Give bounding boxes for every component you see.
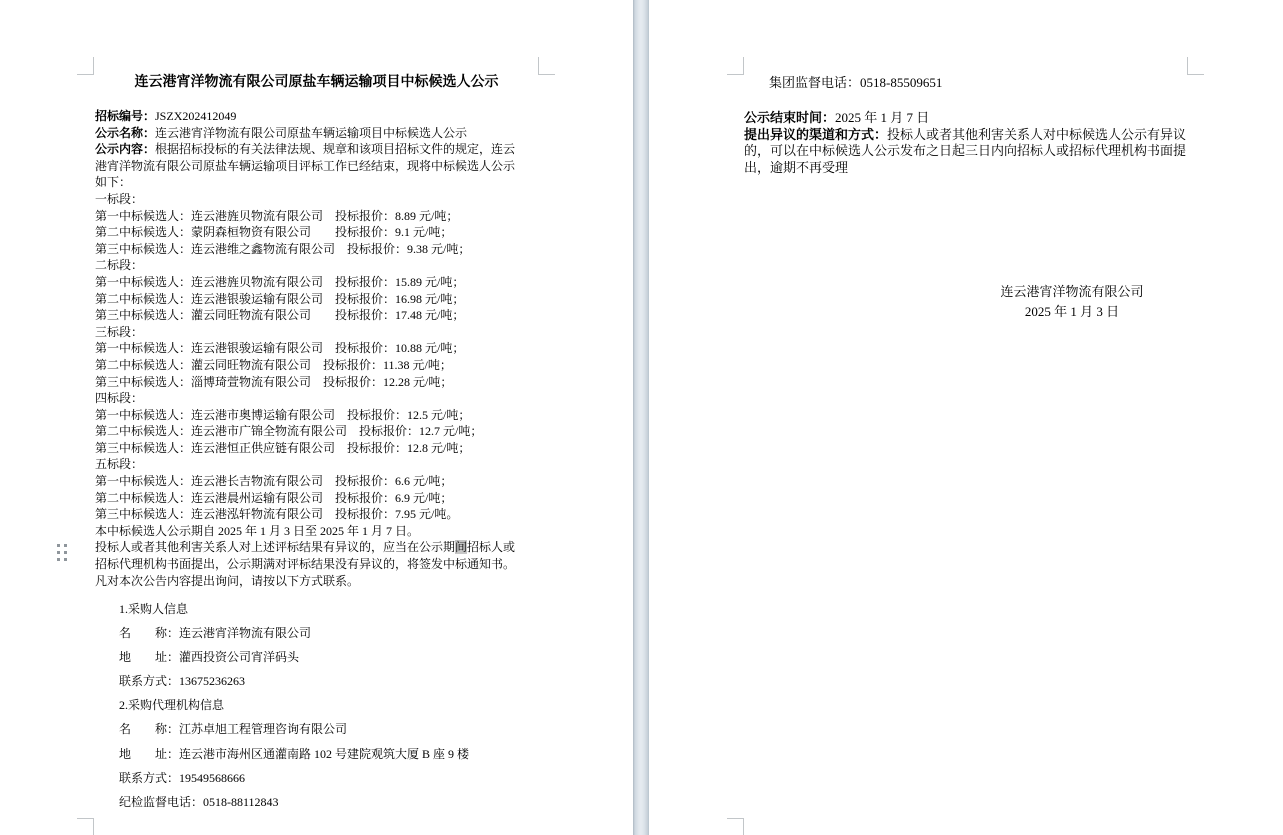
body-line[interactable] [95,324,541,341]
line-text: 第三中标候选人：灌云同旺物流有限公司 投标报价：17.48 元/吨； [95,308,465,323]
line-text: JSZX202412049 [155,109,237,123]
handle-dot [64,551,67,554]
body-line[interactable] [95,141,541,158]
body-line[interactable] [95,506,541,523]
line-text: 投标人或者其他利害关系人对中标候选人公示有异议 [887,126,1187,142]
handle-dot [64,544,67,547]
margin-mark-top-left-icon [727,57,744,75]
line-text: 第三中标候选人：连云港泓轩物流有限公司 投标报价：7.95 元/吨。 [95,507,459,522]
body-line[interactable] [744,160,1190,177]
line-text: 第一中标候选人：连云港市奥博运输有限公司 投标报价：12.5 元/吨； [95,407,471,422]
body-line[interactable] [95,456,541,473]
line-text: 第一中标候选人：连云港长吉物流有限公司 投标报价：6.6 元/吨； [95,474,453,489]
body-line[interactable] [95,291,541,308]
line-text: 根据招标投标的有关法律法规、规章和该项目招标文件的规定，连云 [155,142,516,157]
line-text: 第二中标候选人：灌云同旺物流有限公司 投标报价：11.38 元/吨； [95,357,452,372]
line-bold-label: 公示结束时间： [744,110,836,125]
body-line[interactable] [95,490,541,507]
line-text: 投标人或者其他利害关系人对上述评标结果有异议的，应当在公示期 [95,540,456,555]
signature-company[interactable]: 连云港宵洋物流有限公司 [1000,284,1144,299]
contact-line[interactable]: 名 称：江苏卓旭工程管理咨询有限公司 [119,722,348,737]
body-line[interactable] [95,191,541,208]
line-text: 第二中标候选人：蒙阴森桓物资有限公司 投标报价：9.1 元/吨； [95,225,453,240]
margin-mark-top-right-icon [1187,57,1204,75]
line-bold-label: 公示内容： [95,142,156,157]
body-line[interactable] [744,143,1190,160]
contact-line[interactable]: 1.采购人信息 [119,602,189,616]
line-text: 连云港宵洋物流有限公司原盐车辆运输项目中标候选人公示 [155,125,468,140]
body-line[interactable] [95,573,541,590]
line-text: 第三中标候选人：连云港恒正供应链有限公司 投标报价：12.8 元/吨； [95,440,471,455]
line-text: 第三中标候选人：连云港维之鑫物流有限公司 投标报价：9.38 元/吨； [95,241,471,256]
body-line[interactable] [744,127,1190,144]
objection-block [744,110,1190,176]
margin-mark-bottom-left-icon [77,818,94,835]
line-text: 五标段： [95,457,144,472]
body-line[interactable] [95,224,541,241]
line-text: 凡对本次公告内容提出询问，请按以下方式联系。 [95,573,360,588]
body-line[interactable] [95,307,541,324]
highlighted-char[interactable]: 间 [455,540,468,555]
line-text: 第二中标候选人：连云港晨州运输有限公司 投标报价：6.9 元/吨； [95,490,453,505]
body-line[interactable] [95,208,541,225]
line-text: 第一中标候选人：连云港银骏运输有限公司 投标报价：10.88 元/吨； [95,341,465,356]
line-text: 的，可以在中标候选人公示发布之日起三日内向招标人或招标代理机构书面提 [744,143,1187,159]
group-supervision-phone-line[interactable]: 集团监督电话：0518-85509651 [769,75,943,90]
body-line[interactable] [95,539,541,556]
body-line[interactable] [95,257,541,274]
line-bold-label: 招标编号： [95,109,156,123]
contact-line[interactable]: 2.采购代理机构信息 [119,698,225,713]
line-text: 本中标候选人公示期自 2025 年 1 月 3 日至 2025 年 1 月 7 日。 [95,523,420,538]
handle-dot [57,558,60,561]
document-title[interactable]: 连云港宵洋物流有限公司原盐车辆运输项目中标候选人公示 [134,75,499,90]
line-text: 第三中标候选人：淄博琦萱物流有限公司 投标报价：12.28 元/吨； [95,374,453,389]
signature-block [926,282,1218,321]
line-text: 第一中标候选人：连云港旌贝物流有限公司 投标报价：15.89 元/吨； [95,274,465,289]
signature-date[interactable]: 2025 年 1 月 3 日 [1024,303,1120,319]
line-text: 一标段： [95,191,144,206]
body-line[interactable] [95,423,541,440]
body-line[interactable] [95,174,541,191]
contact-line[interactable]: 联系方式：13675236263 [119,674,246,689]
contact-line[interactable]: 地 址：灌西投资公司宵洋码头 [119,650,300,665]
body-line[interactable] [744,110,1190,127]
body-line[interactable] [95,473,541,490]
line-bold-label: 提出异议的渠道和方式： [744,126,888,142]
line-text: 二标段： [95,258,144,273]
body-line[interactable] [95,556,541,573]
body-line[interactable] [95,241,541,258]
line-text: 第一中标候选人：连云港旌贝物流有限公司 投标报价：8.89 元/吨； [95,208,459,223]
body-line[interactable] [95,440,541,457]
page-1[interactable] [0,0,633,835]
body-line[interactable] [95,125,541,142]
handle-dot [57,551,60,554]
margin-mark-top-right-icon [538,57,555,75]
line-text: 招标代理机构书面提出，公示期满对评标结果没有异议的，将签发中标通知书。 [95,557,516,572]
body-line[interactable] [95,390,541,407]
body-line[interactable] [95,407,541,424]
line-text: 港宵洋物流有限公司原盐车辆运输项目评标工作已经结束，现将中标候选人公示 [95,158,516,173]
line-text: 四标段： [95,391,144,406]
handle-dot [64,558,67,561]
page-gap [633,0,649,835]
body-line[interactable] [95,158,541,175]
line-text-after: 招标人或 [467,540,516,555]
line-text: 2025 年 1 月 7 日 [835,110,930,125]
page-2[interactable] [649,0,1283,835]
line-text: 如下： [95,175,132,190]
contact-line[interactable]: 联系方式：19549568666 [119,770,246,785]
line-text: 出，逾期不再受理 [744,159,849,175]
body-line[interactable] [95,357,541,374]
announcement-body [95,108,541,589]
contact-info-block [119,597,469,814]
handle-dot [57,544,60,547]
margin-mark-top-left-icon [77,57,94,75]
line-bold-label: 公示名称： [95,125,156,140]
body-line[interactable] [95,340,541,357]
body-line[interactable] [95,523,541,540]
line-text: 第二中标候选人：连云港市广锦全物流有限公司 投标报价：12.7 元/吨； [95,424,483,439]
body-line[interactable] [95,274,541,291]
body-line[interactable] [95,108,541,125]
line-text: 第二中标候选人：连云港银骏运输有限公司 投标报价：16.98 元/吨； [95,291,465,306]
contact-line[interactable]: 纪检监督电话：0518-88112843 [119,794,279,809]
line-text: 三标段： [95,324,144,339]
contact-line[interactable]: 名 称：连云港宵洋物流有限公司 [119,626,312,641]
contact-line[interactable]: 地 址：连云港市海州区通灌南路 102 号建院观筑大厦 B 座 9 楼 [119,746,470,761]
paragraph-drag-handle-icon[interactable] [57,544,71,565]
margin-mark-bottom-left-icon [727,818,744,835]
body-line[interactable] [95,374,541,391]
